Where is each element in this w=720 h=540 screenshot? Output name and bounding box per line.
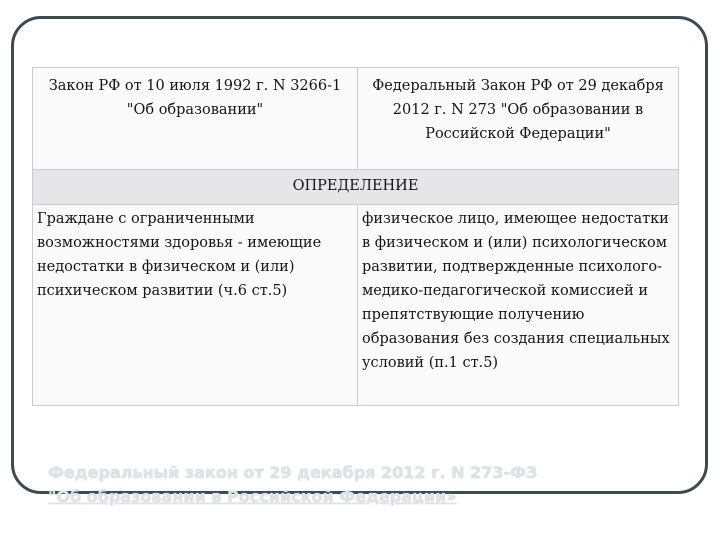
definition-1992: Граждане с ограниченными возможностями здоровья - имеющие недостатки в физическом и (или) психическом развитии (ч.6 ст.5)	[33, 205, 358, 405]
definition-2012: физическое лицо, имеющее недостатки в физическом и (или) психологическом развитии, подтвержденные психолого-медико-педагогической комиссией и препятствующие получению образования без создания специальных условий (п.1 ст.5)	[362, 211, 670, 371]
footer-line-1: Федеральный закон от 29 декабря 2012 г. N 273-ФЗ	[48, 463, 538, 482]
footer-caption	[48, 461, 668, 509]
footer-line-2: "Об образовании в Российской Федерации»	[48, 487, 457, 506]
header-law-2012: Федеральный Закон РФ от 29 декабря 2012 г. N 273 "Об образовании в Российской Федерации"	[372, 78, 664, 142]
comparison-table	[32, 67, 679, 406]
definition-section-row: ОПРЕДЕЛЕНИЕ	[33, 169, 678, 205]
header-law-1992: Закон РФ от 10 июля 1992 г. N 3266-1 "Об образовании"	[33, 68, 358, 169]
